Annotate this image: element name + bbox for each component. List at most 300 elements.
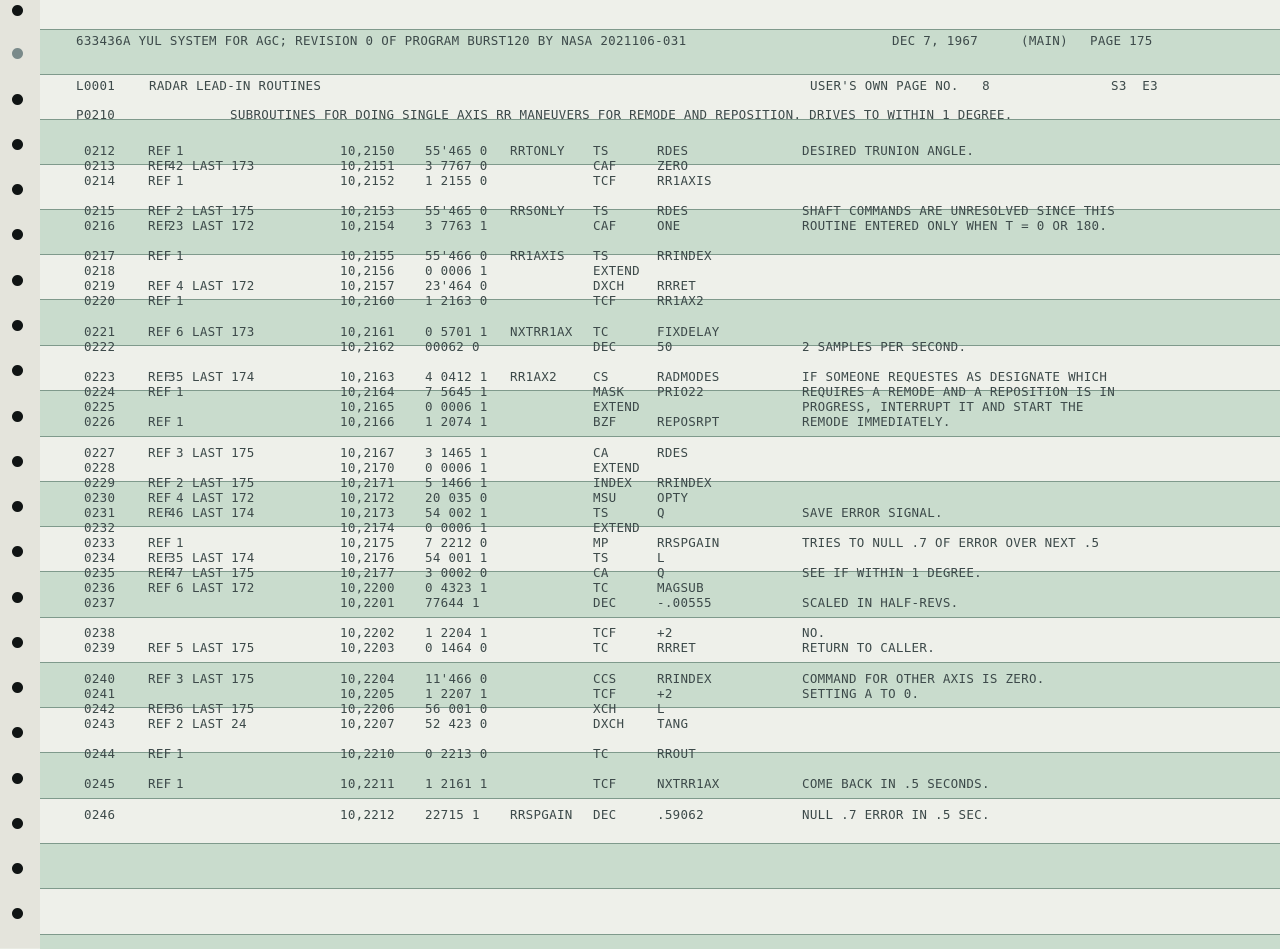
operand: +2	[657, 625, 673, 640]
operand: OPTY	[657, 490, 689, 505]
opcode: TCF	[593, 625, 617, 640]
last-page-ref: LAST 175	[192, 671, 255, 686]
last-page-ref: LAST 24	[192, 716, 247, 731]
line-number: 0246	[84, 807, 116, 822]
line-number: 0224	[84, 384, 116, 399]
last-page-ref: LAST 174	[192, 369, 255, 384]
punch-hole	[12, 546, 23, 557]
octal-word: 0 0006 1	[425, 520, 488, 535]
octal-word: 55'465 0	[425, 203, 488, 218]
operand: RRINDEX	[657, 475, 712, 490]
opcode: CAF	[593, 158, 617, 173]
octal-word: 1 2074 1	[425, 414, 488, 429]
page-header-text: SUBROUTINES FOR DOING SINGLE AXIS RR MANEUVERS FOR REMODE AND REPOSITION. DRIVES TO WITHIN 1 DEGREE.	[230, 107, 1013, 122]
octal-word: 1 2163 0	[425, 293, 488, 308]
last-page-ref: LAST 175	[192, 640, 255, 655]
operand: 50	[657, 339, 673, 354]
operand: RRRET	[657, 640, 697, 655]
opcode: TS	[593, 248, 609, 263]
comment: SAVE ERROR SIGNAL.	[802, 505, 943, 520]
punch-hole	[12, 365, 23, 376]
symbol-label: RR1AX2	[510, 369, 557, 384]
punch-hole	[12, 773, 23, 784]
memory-address: 10,2164	[340, 384, 395, 399]
line-number: 0220	[84, 293, 116, 308]
octal-word: 4 0412 1	[425, 369, 488, 384]
operand: RDES	[657, 203, 689, 218]
ref-count: 35	[168, 369, 184, 384]
ref-count: 36	[168, 701, 184, 716]
opcode: MASK	[593, 384, 625, 399]
operand: RROUT	[657, 746, 697, 761]
ref-count: 6	[176, 324, 184, 339]
comment: SHAFT COMMANDS ARE UNRESOLVED SINCE THIS	[802, 203, 1116, 218]
ref-marker: REF	[148, 776, 172, 791]
octal-word: 77644 1	[425, 595, 480, 610]
punch-hole	[12, 320, 23, 331]
punch-hole	[12, 5, 23, 16]
punch-hole	[12, 592, 23, 603]
octal-word: 0 4323 1	[425, 580, 488, 595]
opcode: CCS	[593, 671, 617, 686]
assembly-name: (MAIN)	[1021, 33, 1068, 48]
line-number: 0223	[84, 369, 116, 384]
comment: SETTING A TO 0.	[802, 686, 920, 701]
punch-hole	[12, 727, 23, 738]
punch-hole	[12, 139, 23, 150]
punch-hole	[12, 184, 23, 195]
line-number: 0231	[84, 505, 116, 520]
opcode: XCH	[593, 701, 617, 716]
line-number: 0213	[84, 158, 116, 173]
ref-count: 1	[176, 248, 184, 263]
operand: RDES	[657, 143, 689, 158]
last-page-ref: LAST 175	[192, 203, 255, 218]
symbol-label: RRSPGAIN	[510, 807, 573, 822]
ref-marker: REF	[148, 324, 172, 339]
comment: SEE IF WITHIN 1 DEGREE.	[802, 565, 982, 580]
memory-address: 10,2154	[340, 218, 395, 233]
opcode: TCF	[593, 173, 617, 188]
ref-marker: REF	[148, 278, 172, 293]
memory-address: 10,2212	[340, 807, 395, 822]
octal-word: 54 001 1	[425, 550, 488, 565]
operand: RR1AX2	[657, 293, 704, 308]
ref-marker: REF	[148, 158, 172, 173]
line-number: 0242	[84, 701, 116, 716]
comment: REQUIRES A REMODE AND A REPOSITION IS IN	[802, 384, 1116, 399]
operand: ONE	[657, 218, 681, 233]
octal-word: 3 7763 1	[425, 218, 488, 233]
memory-address: 10,2207	[340, 716, 395, 731]
comment: 2 SAMPLES PER SECOND.	[802, 339, 967, 354]
comment: SCALED IN HALF-REVS.	[802, 595, 959, 610]
last-page-ref: LAST 172	[192, 490, 255, 505]
line-number: 0217	[84, 248, 116, 263]
ref-count: 3	[176, 445, 184, 460]
ref-marker: REF	[148, 143, 172, 158]
line-number: 0244	[84, 746, 116, 761]
octal-word: 0 2213 0	[425, 746, 488, 761]
ref-count: 46	[168, 505, 184, 520]
memory-address: 10,2211	[340, 776, 395, 791]
ref-count: 1	[176, 535, 184, 550]
octal-word: 54 002 1	[425, 505, 488, 520]
operand: RRSPGAIN	[657, 535, 720, 550]
comment: TRIES TO NULL .7 OF ERROR OVER NEXT .5	[802, 535, 1100, 550]
octal-word: 56 001 0	[425, 701, 488, 716]
ref-count: 6	[176, 580, 184, 595]
ref-count: 1	[176, 384, 184, 399]
line-number: 0239	[84, 640, 116, 655]
octal-word: 3 1465 1	[425, 445, 488, 460]
comment: PROGRESS, INTERRUPT IT AND START THE	[802, 399, 1084, 414]
symbol-label: NXTRR1AX	[510, 324, 573, 339]
page-number: PAGE 175	[1090, 33, 1153, 48]
memory-address: 10,2160	[340, 293, 395, 308]
ref-count: 4	[176, 278, 184, 293]
listing-title: 633436A YUL SYSTEM FOR AGC; REVISION 0 OF PROGRAM BURST120 BY NASA 2021106-031	[76, 33, 687, 48]
octal-word: 5 1466 1	[425, 475, 488, 490]
punch-hole	[12, 637, 23, 648]
line-number: 0230	[84, 490, 116, 505]
line-number: 0237	[84, 595, 116, 610]
opcode: TS	[593, 203, 609, 218]
comment: COMMAND FOR OTHER AXIS IS ZERO.	[802, 671, 1045, 686]
memory-address: 10,2203	[340, 640, 395, 655]
comment: IF SOMEONE REQUESTES AS DESIGNATE WHICH	[802, 369, 1108, 384]
last-page-ref: LAST 175	[192, 565, 255, 580]
ref-marker: REF	[148, 384, 172, 399]
opcode: TS	[593, 505, 609, 520]
line-number: 0245	[84, 776, 116, 791]
ref-count: 2	[176, 475, 184, 490]
memory-address: 10,2156	[340, 263, 395, 278]
ref-marker: REF	[148, 550, 172, 565]
punch-hole	[12, 456, 23, 467]
octal-word: 52 423 0	[425, 716, 488, 731]
memory-address: 10,2150	[340, 143, 395, 158]
punch-hole	[12, 48, 23, 59]
octal-word: 00062 0	[425, 339, 480, 354]
ref-count: 1	[176, 173, 184, 188]
symbol-label: RRSONLY	[510, 203, 565, 218]
octal-word: 55'466 0	[425, 248, 488, 263]
opcode: EXTEND	[593, 460, 640, 475]
comment: COME BACK IN .5 SECONDS.	[802, 776, 990, 791]
opcode: DEC	[593, 339, 617, 354]
opcode: MSU	[593, 490, 617, 505]
memory-address: 10,2162	[340, 339, 395, 354]
operand: L	[657, 550, 665, 565]
line-number: 0222	[84, 339, 116, 354]
operand: RRRET	[657, 278, 697, 293]
octal-word: 3 7767 0	[425, 158, 488, 173]
memory-address: 10,2157	[340, 278, 395, 293]
tractor-feed-margin	[0, 0, 40, 948]
ref-marker: REF	[148, 505, 172, 520]
opcode: EXTEND	[593, 263, 640, 278]
octal-word: 55'465 0	[425, 143, 488, 158]
memory-address: 10,2210	[340, 746, 395, 761]
memory-address: 10,2155	[340, 248, 395, 263]
operand: RR1AXIS	[657, 173, 712, 188]
last-page-ref: LAST 172	[192, 278, 255, 293]
memory-address: 10,2175	[340, 535, 395, 550]
line-number: 0221	[84, 324, 116, 339]
octal-word: 11'466 0	[425, 671, 488, 686]
memory-address: 10,2202	[340, 625, 395, 640]
log-section-title: RADAR LEAD-IN ROUTINES	[149, 78, 322, 93]
comment: NO.	[802, 625, 826, 640]
opcode: TCF	[593, 776, 617, 791]
log-line-number: L0001	[76, 78, 116, 93]
line-number: 0236	[84, 580, 116, 595]
punch-hole	[12, 229, 23, 240]
octal-word: 0 0006 1	[425, 263, 488, 278]
ref-count: 1	[176, 414, 184, 429]
operand: .59062	[657, 807, 704, 822]
ref-count: 5	[176, 640, 184, 655]
memory-address: 10,2170	[340, 460, 395, 475]
opcode: CA	[593, 445, 609, 460]
octal-word: 0 0006 1	[425, 399, 488, 414]
opcode: TS	[593, 143, 609, 158]
memory-address: 10,2172	[340, 490, 395, 505]
operand: +2	[657, 686, 673, 701]
last-page-ref: LAST 175	[192, 445, 255, 460]
memory-address: 10,2173	[340, 505, 395, 520]
operand: ZERO	[657, 158, 689, 173]
memory-address: 10,2204	[340, 671, 395, 686]
comment: NULL .7 ERROR IN .5 SEC.	[802, 807, 990, 822]
ref-count: 4	[176, 490, 184, 505]
memory-address: 10,2171	[340, 475, 395, 490]
line-number: 0233	[84, 535, 116, 550]
memory-address: 10,2177	[340, 565, 395, 580]
octal-word: 1 2204 1	[425, 625, 488, 640]
octal-word: 3 0002 0	[425, 565, 488, 580]
ref-marker: REF	[148, 445, 172, 460]
punch-hole	[12, 501, 23, 512]
opcode: TC	[593, 580, 609, 595]
octal-word: 1 2207 1	[425, 686, 488, 701]
opcode: DXCH	[593, 716, 625, 731]
opcode: EXTEND	[593, 520, 640, 535]
memory-address: 10,2153	[340, 203, 395, 218]
opcode: INDEX	[593, 475, 633, 490]
last-page-ref: LAST 175	[192, 701, 255, 716]
line-number: 0235	[84, 565, 116, 580]
symbol-label: RRTONLY	[510, 143, 565, 158]
octal-word: 0 5701 1	[425, 324, 488, 339]
symbol-label: RR1AXIS	[510, 248, 565, 263]
operand: Q	[657, 505, 665, 520]
ref-count: 42	[168, 158, 184, 173]
line-number: 0243	[84, 716, 116, 731]
ref-marker: REF	[148, 535, 172, 550]
ref-count: 23	[168, 218, 184, 233]
last-page-ref: LAST 172	[192, 218, 255, 233]
punch-hole	[12, 94, 23, 105]
octal-word: 23'464 0	[425, 278, 488, 293]
ref-count: 47	[168, 565, 184, 580]
last-page-ref: LAST 174	[192, 550, 255, 565]
ref-marker: REF	[148, 746, 172, 761]
greenbar-paper	[40, 0, 1280, 948]
ref-marker: REF	[148, 640, 172, 655]
octal-word: 0 1464 0	[425, 640, 488, 655]
line-number: 0226	[84, 414, 116, 429]
opcode: CAF	[593, 218, 617, 233]
memory-address: 10,2201	[340, 595, 395, 610]
opcode: DEC	[593, 807, 617, 822]
operand: RDES	[657, 445, 689, 460]
opcode: TS	[593, 550, 609, 565]
octal-word: 7 2212 0	[425, 535, 488, 550]
opcode: CA	[593, 565, 609, 580]
comment: RETURN TO CALLER.	[802, 640, 936, 655]
line-number: 0232	[84, 520, 116, 535]
operand: FIXDELAY	[657, 324, 720, 339]
octal-word: 22715 1	[425, 807, 480, 822]
operand: PRIO22	[657, 384, 704, 399]
line-number: 0241	[84, 686, 116, 701]
operand: Q	[657, 565, 665, 580]
punch-hole	[12, 863, 23, 874]
users-own-page: USER'S OWN PAGE NO. 8	[810, 78, 990, 93]
opcode: TC	[593, 746, 609, 761]
memory-address: 10,2206	[340, 701, 395, 716]
paper-band	[40, 888, 1280, 935]
last-page-ref: LAST 173	[192, 158, 255, 173]
last-page-ref: LAST 172	[192, 580, 255, 595]
line-number: 0229	[84, 475, 116, 490]
memory-address: 10,2163	[340, 369, 395, 384]
line-number: 0240	[84, 671, 116, 686]
memory-address: 10,2205	[340, 686, 395, 701]
line-number: 0225	[84, 399, 116, 414]
ref-marker: REF	[148, 248, 172, 263]
line-number: 0219	[84, 278, 116, 293]
opcode: DEC	[593, 595, 617, 610]
opcode: DXCH	[593, 278, 625, 293]
operand: TANG	[657, 716, 689, 731]
line-number: 0215	[84, 203, 116, 218]
line-number: 0228	[84, 460, 116, 475]
opcode: TCF	[593, 686, 617, 701]
comment: ROUTINE ENTERED ONLY WHEN T = 0 OR 180.	[802, 218, 1108, 233]
page-header-line-number: P0210	[76, 107, 116, 122]
opcode: CS	[593, 369, 609, 384]
opcode: TCF	[593, 293, 617, 308]
opcode: TC	[593, 324, 609, 339]
memory-address: 10,2166	[340, 414, 395, 429]
line-number: 0227	[84, 445, 116, 460]
ref-marker: REF	[148, 671, 172, 686]
memory-address: 10,2174	[340, 520, 395, 535]
opcode: BZF	[593, 414, 617, 429]
octal-word: 7 5645 1	[425, 384, 488, 399]
ref-marker: REF	[148, 218, 172, 233]
punch-hole	[12, 682, 23, 693]
ref-marker: REF	[148, 173, 172, 188]
ref-marker: REF	[148, 490, 172, 505]
line-number: 0212	[84, 143, 116, 158]
log-codes: S3 E3	[1111, 78, 1158, 93]
operand: REPOSRPT	[657, 414, 720, 429]
ref-count: 35	[168, 550, 184, 565]
memory-address: 10,2151	[340, 158, 395, 173]
octal-word: 1 2155 0	[425, 173, 488, 188]
ref-count: 3	[176, 671, 184, 686]
operand: -.00555	[657, 595, 712, 610]
ref-marker: REF	[148, 565, 172, 580]
punch-hole	[12, 908, 23, 919]
memory-address: 10,2165	[340, 399, 395, 414]
ref-marker: REF	[148, 414, 172, 429]
ref-count: 2	[176, 716, 184, 731]
punch-hole	[12, 275, 23, 286]
memory-address: 10,2176	[340, 550, 395, 565]
line-number: 0238	[84, 625, 116, 640]
comment: REMODE IMMEDIATELY.	[802, 414, 951, 429]
ref-marker: REF	[148, 203, 172, 218]
memory-address: 10,2167	[340, 445, 395, 460]
line-number: 0214	[84, 173, 116, 188]
memory-address: 10,2152	[340, 173, 395, 188]
operand: RADMODES	[657, 369, 720, 384]
ref-count: 1	[176, 746, 184, 761]
octal-word: 1 2161 1	[425, 776, 488, 791]
ref-marker: REF	[148, 701, 172, 716]
ref-count: 1	[176, 143, 184, 158]
ref-count: 1	[176, 293, 184, 308]
line-number: 0234	[84, 550, 116, 565]
operand: MAGSUB	[657, 580, 704, 595]
paper-band	[40, 0, 1280, 29]
ref-marker: REF	[148, 475, 172, 490]
punch-hole	[12, 818, 23, 829]
octal-word: 0 0006 1	[425, 460, 488, 475]
last-page-ref: LAST 174	[192, 505, 255, 520]
ref-marker: REF	[148, 716, 172, 731]
memory-address: 10,2161	[340, 324, 395, 339]
ref-marker: REF	[148, 369, 172, 384]
last-page-ref: LAST 175	[192, 475, 255, 490]
paper-band	[40, 843, 1280, 889]
opcode: MP	[593, 535, 609, 550]
opcode: EXTEND	[593, 399, 640, 414]
operand: L	[657, 701, 665, 716]
line-number: 0216	[84, 218, 116, 233]
operand: RRINDEX	[657, 248, 712, 263]
line-number: 0218	[84, 263, 116, 278]
ref-count: 2	[176, 203, 184, 218]
operand: RRINDEX	[657, 671, 712, 686]
comment: DESIRED TRUNION ANGLE.	[802, 143, 975, 158]
ref-marker: REF	[148, 580, 172, 595]
operand: NXTRR1AX	[657, 776, 720, 791]
listing-date: DEC 7, 1967	[892, 33, 979, 48]
opcode: TC	[593, 640, 609, 655]
memory-address: 10,2200	[340, 580, 395, 595]
octal-word: 20 035 0	[425, 490, 488, 505]
last-page-ref: LAST 173	[192, 324, 255, 339]
ref-count: 1	[176, 776, 184, 791]
punch-hole	[12, 411, 23, 422]
paper-band	[40, 934, 1280, 949]
